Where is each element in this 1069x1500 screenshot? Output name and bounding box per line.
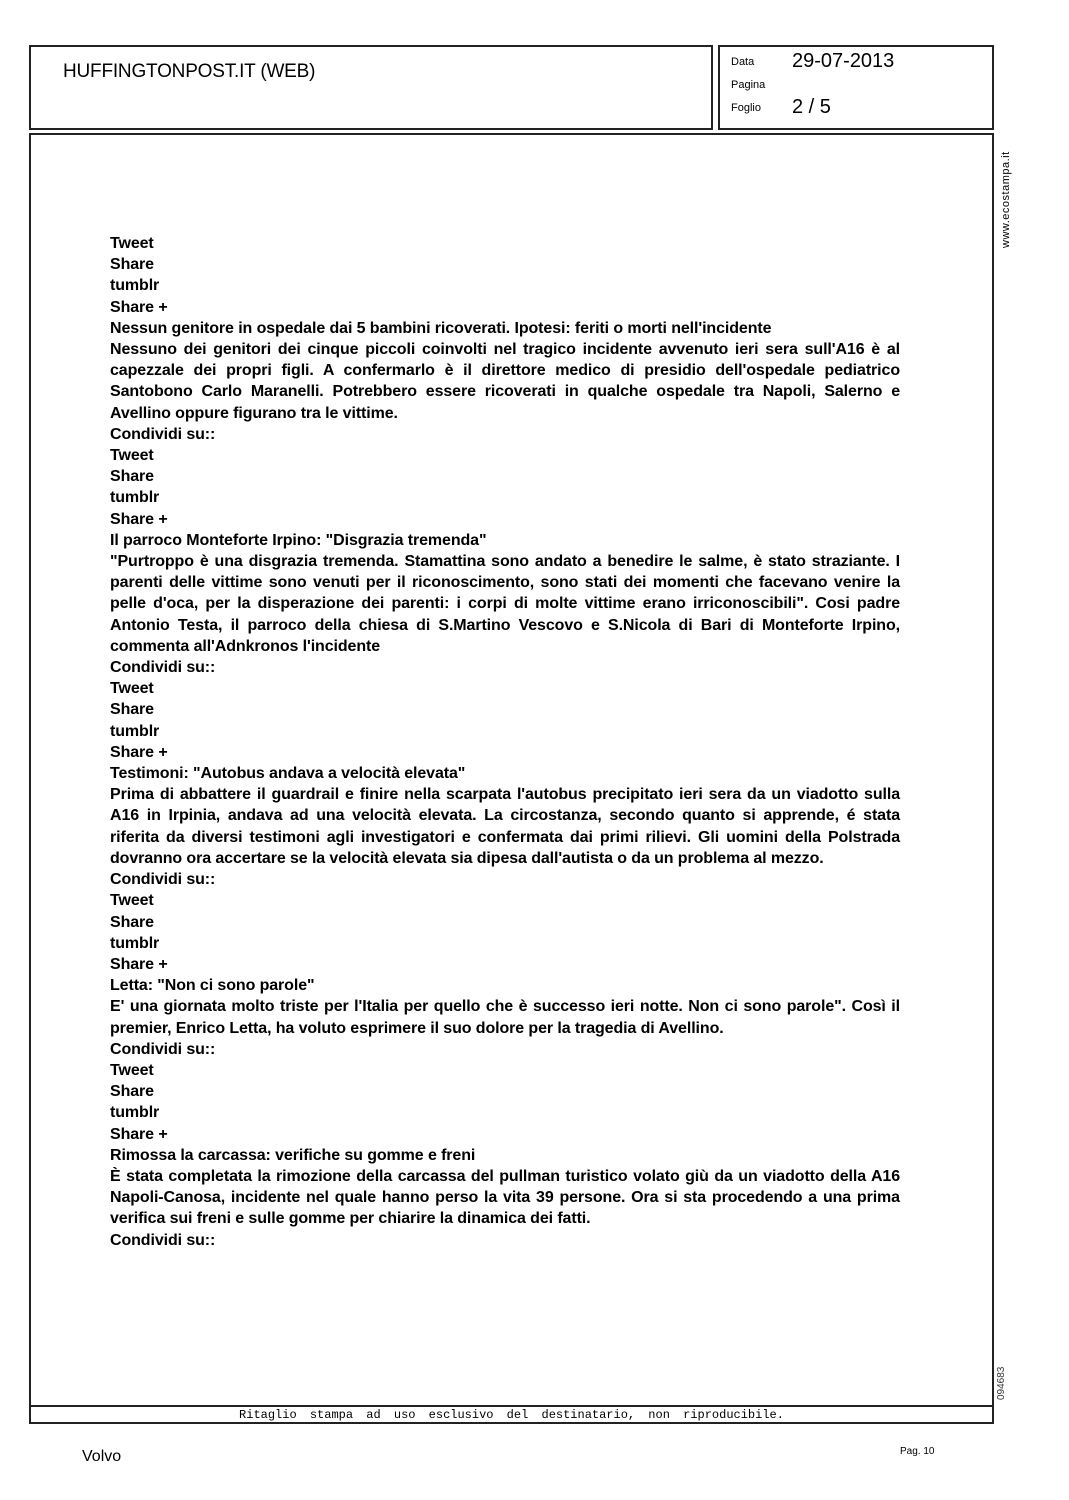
share-link[interactable]: Share	[110, 913, 154, 931]
condividi-label: Condividi su::	[110, 1040, 216, 1058]
share-link[interactable]: Share	[110, 256, 154, 274]
section-headline: Letta: "Non ci sono parole"	[110, 977, 315, 995]
header-meta-box	[718, 45, 994, 130]
tumblr-link[interactable]: tumblr	[110, 934, 160, 952]
section-headline: Nessun genitore in ospedale dai 5 bambini ricoverati. Ipotesi: feriti o morti nell'incidente	[110, 319, 772, 337]
client-name: Volvo	[82, 1448, 122, 1465]
tweet-link[interactable]: Tweet	[110, 235, 154, 252]
data-label: Data	[731, 56, 755, 68]
condividi-label: Condividi su::	[110, 659, 216, 677]
tumblr-link[interactable]: tumblr	[110, 489, 160, 507]
pagina-label: Pagina	[731, 79, 766, 91]
section-body: Prima di abbattere il guardrail e finire nella scarpata l'autobus precipitato ieri sera da un viadotto sulla A16 in Irpinia, andava ad una velocità elevata. La circostanza, secondo quanto si apprende, é stata riferita da diversi testimoni agli investigatori e confermata dai primi rilievi. Gli uomini della Polstrada dovranno ora accertare se la velocità elevata sia dipesa dall'autista o da un problema al mezzo.	[110, 786, 900, 867]
share-link[interactable]: Share	[110, 1083, 154, 1101]
share-plus-link[interactable]: Share +	[110, 510, 168, 528]
header-source-box	[29, 45, 713, 130]
section-body: "Purtroppo è una disgrazia tremenda. Stamattina sono andato a benedire le salme, è stato straziante. I parenti delle vittime sono venuti per il riconoscimento, sono stati dei momenti che facevano venire la pelle d'oca, per la disperazione dei parenti: i corpi di molte vittime erano irriconoscibili". Cosi padre Antonio Testa, il parroco della chiesa di S.Martino Vescovo e S.Nicola di Bari di Monteforte Irpino, commenta all'Adnkronos l'incidente	[110, 553, 900, 655]
tumblr-link[interactable]: tumblr	[110, 1104, 160, 1122]
share-plus-link[interactable]: Share +	[110, 743, 168, 761]
section-headline: Il parroco Monteforte Irpino: "Disgrazia tremenda"	[110, 531, 487, 549]
foglio-label: Foglio	[731, 102, 761, 114]
share-link[interactable]: Share	[110, 701, 154, 719]
tumblr-link[interactable]: tumblr	[110, 722, 160, 740]
page-number: Pag. 10	[900, 1446, 935, 1457]
share-plus-link[interactable]: Share +	[110, 298, 168, 316]
section-body: E' una giornata molto triste per l'Italia per quello che è successo ieri notte. Non ci sono parole". Così il premier, Enrico Letta, ha voluto esprimere il suo dolore per la tragedia di Avellino.	[110, 998, 900, 1037]
section-headline: Testimoni: "Autobus andava a velocità elevata"	[110, 765, 466, 783]
data-value: 29-07-2013	[792, 50, 895, 72]
tweet-link[interactable]: Tweet	[110, 447, 154, 465]
foglio-value: 2 / 5	[792, 96, 831, 118]
share-link[interactable]: Share	[110, 468, 154, 486]
condividi-label: Condividi su::	[110, 1231, 216, 1249]
article-content	[110, 233, 900, 1251]
section-headline: Rimossa la carcassa: verifiche su gomme e freni	[110, 1146, 476, 1164]
document-code: 094683	[996, 1366, 1007, 1400]
condividi-label: Condividi su::	[110, 425, 216, 443]
footer-divider	[31, 1405, 992, 1407]
source-title: HUFFINGTONPOST.IT (WEB)	[63, 61, 316, 82]
tweet-link[interactable]: Tweet	[110, 1061, 154, 1079]
disclaimer: Ritaglio stampa ad uso esclusivo del destinatario, non riproducibile.	[239, 1408, 784, 1422]
tumblr-link[interactable]: tumblr	[110, 277, 160, 295]
tweet-link[interactable]: Tweet	[110, 680, 154, 698]
share-plus-link[interactable]: Share +	[110, 955, 168, 973]
condividi-label: Condividi su::	[110, 871, 216, 889]
share-plus-link[interactable]: Share +	[110, 1125, 168, 1143]
section-body: Nessuno dei genitori dei cinque piccoli coinvolti nel tragico incidente avvenuto ieri sera sull'A16 è al capezzale dei propri figli. A confermarlo è il direttore medico di presidio dell'ospedale pediatrico Santobono Carlo Maranelli. Potrebbero essere ricoverati in qualche ospedale tra Napoli, Salerno e Avellino oppure figurano tra le vittime.	[110, 341, 900, 422]
ecostampa-watermark: www.ecostampa.it	[1000, 151, 1012, 248]
tweet-link[interactable]: Tweet	[110, 892, 154, 910]
section-body: È stata completata la rimozione della carcassa del pullman turistico volato giù da un viadotto della A16 Napoli-Canosa, incidente nel quale hanno perso la vita 39 persone. Ora si sta procedendo a una prima verifica sui freni e sulle gomme per chiarire la dinamica dei fatti.	[110, 1167, 900, 1228]
